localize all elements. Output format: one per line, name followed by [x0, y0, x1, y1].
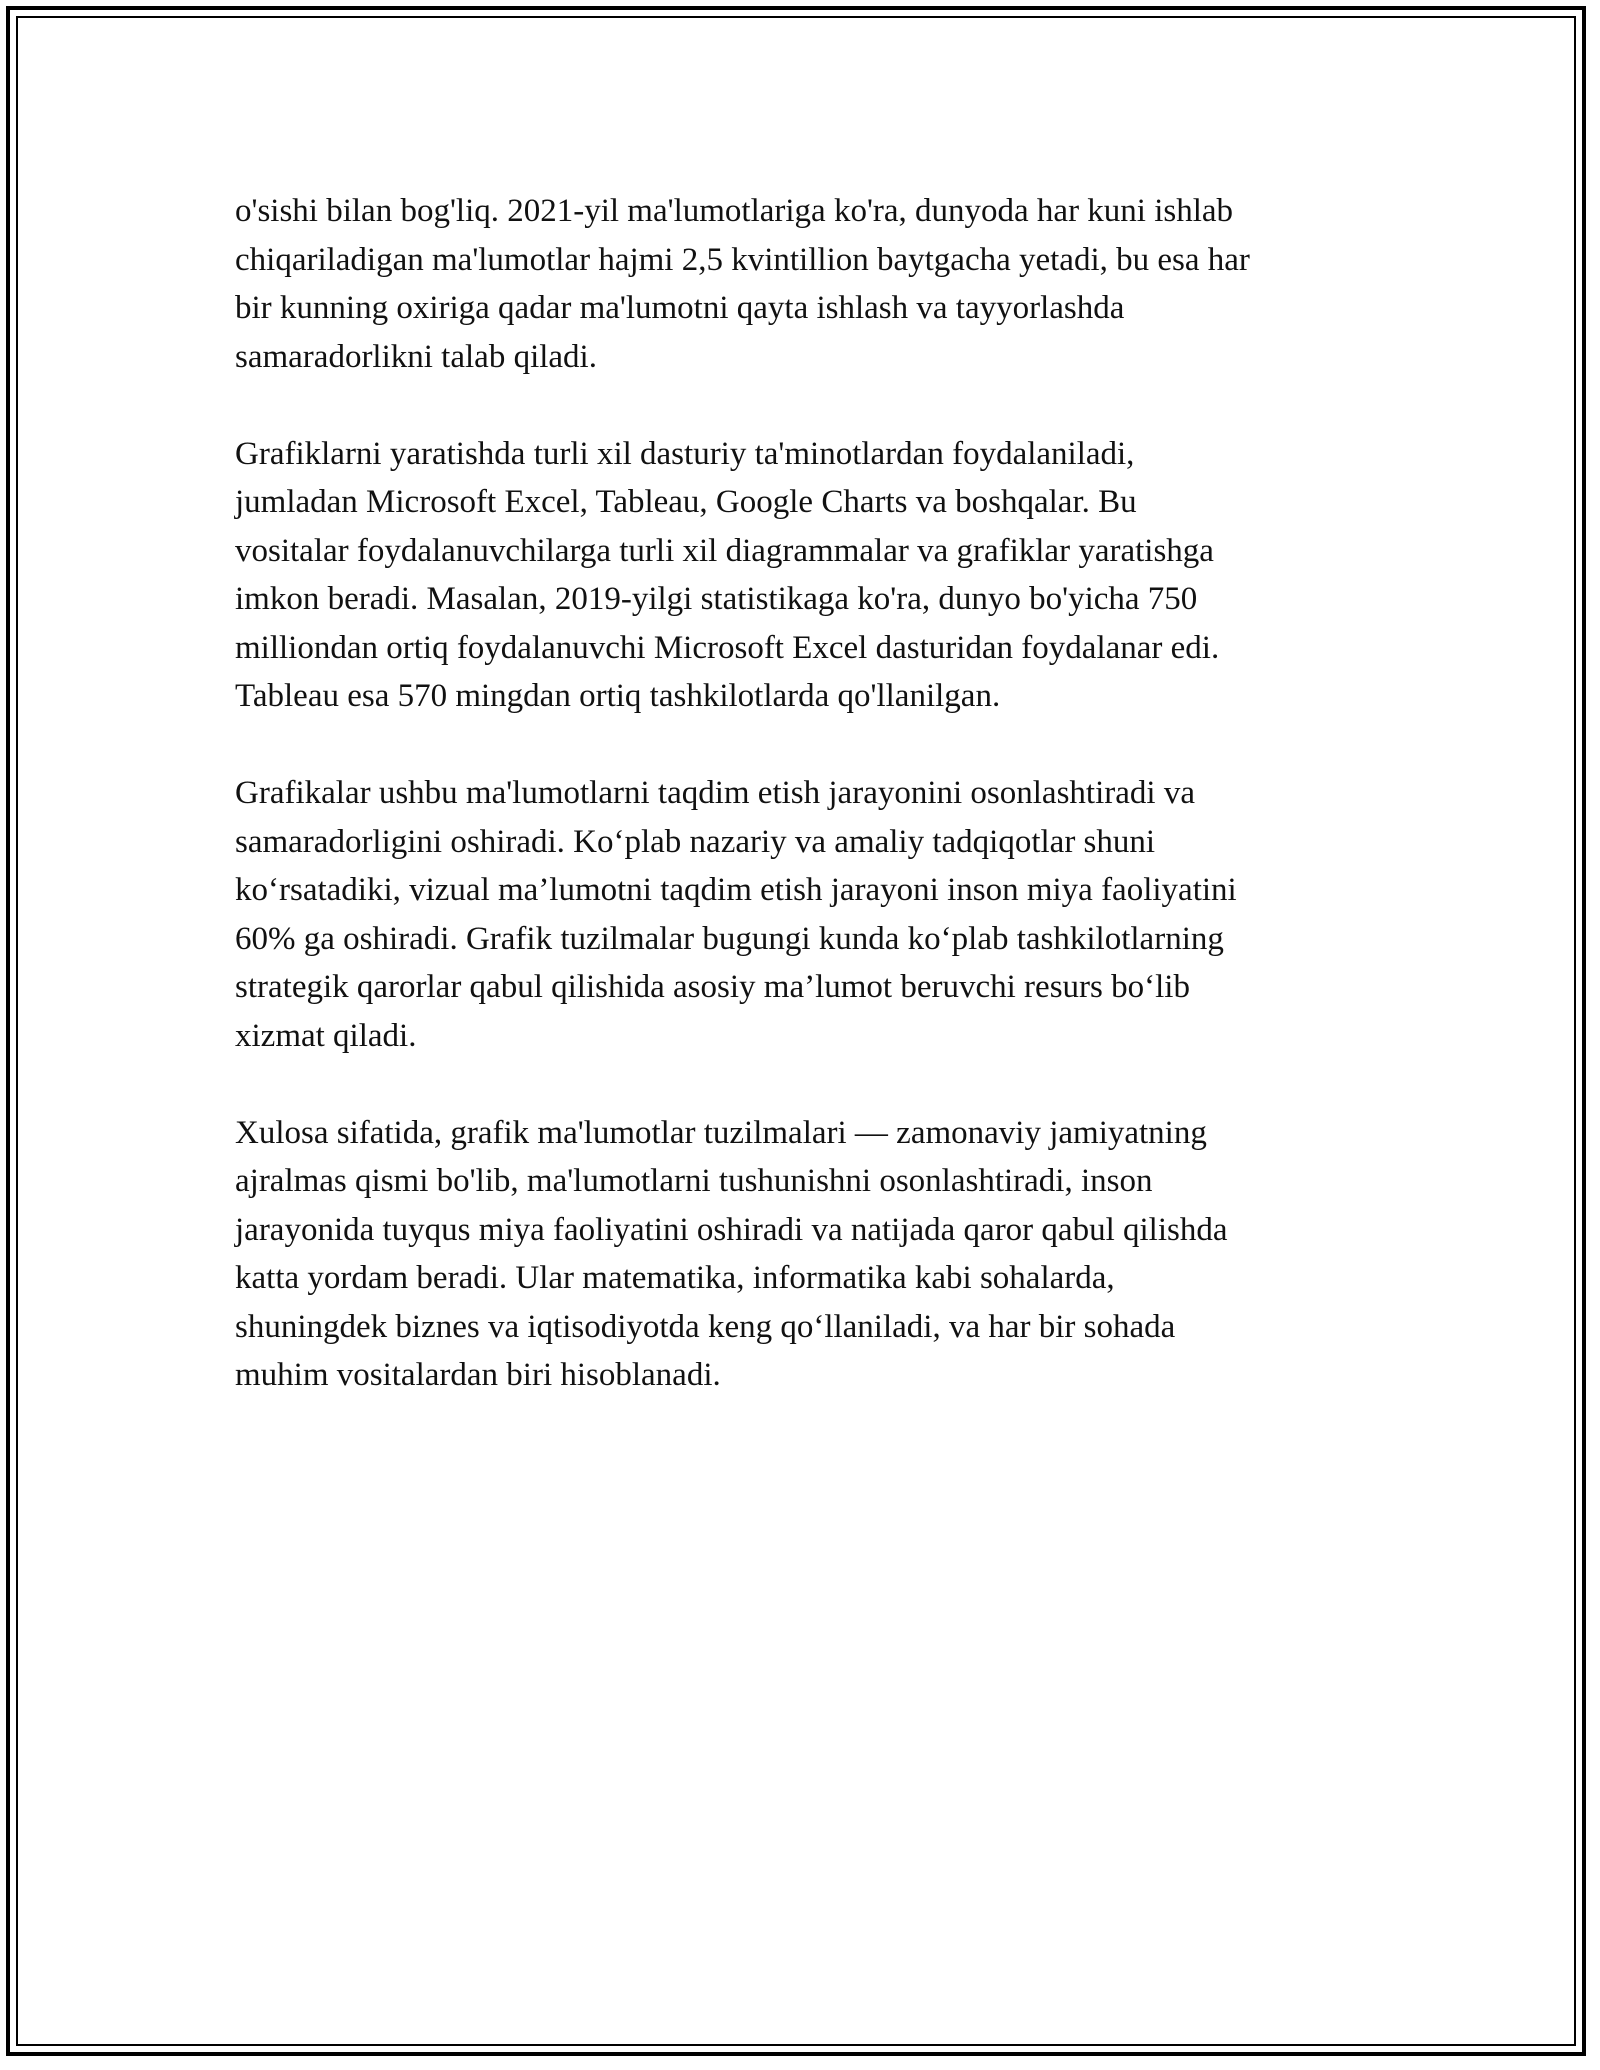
paragraph-3: Grafikalar ushbu ma'lumotlarni taqdim etish jarayonini osonlashtiradi va samaradorligini oshiradi. Ko‘plab nazariy va amaliy tadqiqotlar shuni ko‘rsatadiki, vizual ma’lumotni taqdim etish jarayoni inson miya faoliyatini 60% ga oshiradi. Grafik tuzilmalar bugungi kunda ko‘plab tashkilotlarning strategik qarorlar qabul qilishida asosiy ma’lumot beruvchi resurs bo‘lib xizmat qiladi. — [235, 775, 1237, 1054]
paragraph-4: Xulosa sifatida, grafik ma'lumotlar tuzilmalari — zamonaviy jamiyatning ajralmas qismi bo'lib, ma'lumotlarni tushunishni osonlashtiradi, inson jarayonida tuyqus miya faoliyatini oshiradi va natijada qaror qabul qilishda katta yordam beradi. Ular matematika, informatika kabi sohalarda, shuningdek biznes va iqtisodiyotda keng qo‘llaniladi, va har bir sohada muhim vositalardan biri hisoblanadi. — [235, 1114, 1228, 1393]
document-body — [235, 187, 1395, 1448]
paragraph-1: o'sishi bilan bog'liq. 2021-yil ma'lumotlariga ko'ra, dunyoda har kuni ishlab chiqariladigan ma'lumotlar hajmi 2,5 kvintillion baytgacha yetadi, bu esa har bir kunning oxiriga qadar ma'lumotni qayta ishlash va tayyorlashda samaradorlikni talab qiladi. — [235, 193, 1250, 375]
paragraph-2: Grafiklarni yaratishda turli xil dasturiy ta'minotlardan foydalaniladi, jumladan Microsoft Excel, Tableau, Google Charts va boshqalar. Bu vositalar foydalanuvchilarga turli xil diagrammalar va grafiklar yaratishga imkon beradi. Masalan, 2019-yilgi statistikaga ko'ra, dunyo bo'yicha 750 milliondan ortiq foydalanuvchi Microsoft Excel dasturidan foydalanar edi. Tableau esa 570 mingdan ortiq tashkilotlarda qo'llanilgan. — [235, 435, 1220, 714]
